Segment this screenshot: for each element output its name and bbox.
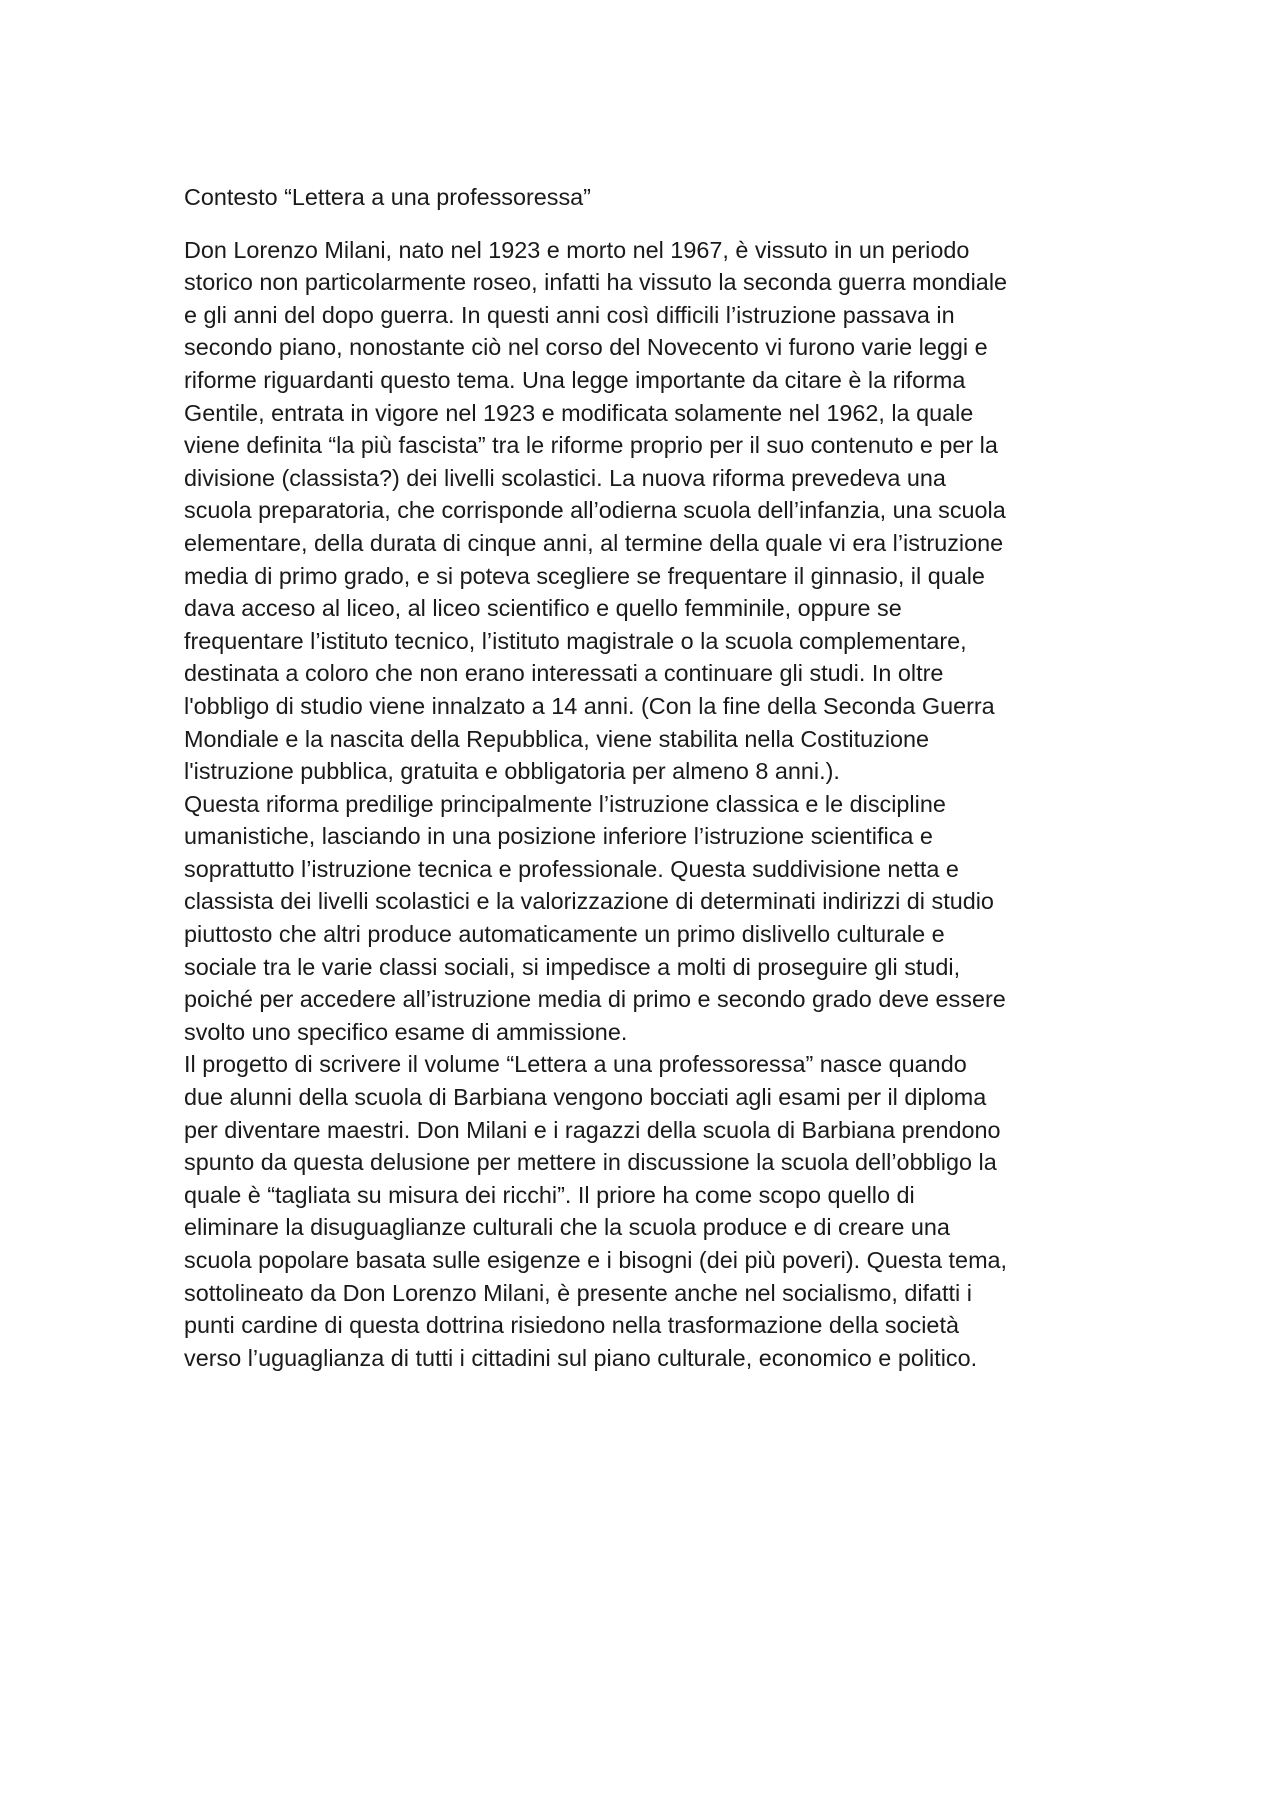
document-body — [184, 181, 1114, 1374]
text-line: soprattutto l’istruzione tecnica e professionale. Questa suddivisione netta e — [184, 855, 959, 882]
text-line: classista dei livelli scolastici e la valorizzazione di determinati indirizzi di studio — [184, 888, 994, 915]
text-line: e gli anni del dopo guerra. In questi anni così difficili l’istruzione passava in — [184, 301, 955, 328]
text-line: umanistiche, lasciando in una posizione inferiore l’istruzione scientifica e — [184, 823, 933, 850]
text-line: secondo piano, nonostante ciò nel corso del Novecento vi furono varie leggi e — [184, 334, 988, 361]
text-line: sottolineato da Don Lorenzo Milani, è presente anche nel socialismo, difatti i — [184, 1279, 972, 1306]
text-line: elementare, della durata di cinque anni, al termine della quale vi era l’istruzione — [184, 529, 1004, 556]
text-line: quale è “tagliata su misura dei ricchi”. Il priore ha come scopo quello di — [184, 1181, 915, 1208]
text-line: scuola preparatoria, che corrisponde all’odierna scuola dell’infanzia, una scuola — [184, 497, 1006, 524]
text-line: Questa riforma predilige principalmente l’istruzione classica e le discipline — [184, 790, 946, 817]
text-line: piuttosto che altri produce automaticamente un primo dislivello culturale e — [184, 921, 945, 948]
text-line: Il progetto di scrivere il volume “Lettera a una professoressa” nasce quando — [184, 1051, 967, 1078]
text-line: divisione (classista?) dei livelli scolastici. La nuova riforma prevedeva una — [184, 464, 946, 491]
text-line: eliminare la disuguaglianze culturali che la scuola produce e di creare una — [184, 1214, 950, 1241]
text-line: sociale tra le varie classi sociali, si impedisce a molti di proseguire gli studi, — [184, 953, 961, 980]
text-line: l'obbligo di studio viene innalzato a 14 anni. (Con la fine della Seconda Guerra — [184, 692, 995, 719]
paragraph-2 — [184, 788, 1114, 1049]
text-line: poiché per accedere all’istruzione media di primo e secondo grado deve essere — [184, 986, 1006, 1013]
text-line: scuola popolare basata sulle esigenze e i bisogni (dei più poveri). Questa tema, — [184, 1247, 1008, 1273]
text-line: Don Lorenzo Milani, nato nel 1923 e morto nel 1967, è vissuto in un periodo — [184, 236, 970, 263]
text-line: svolto uno specifico esame di ammissione. — [184, 1018, 628, 1045]
text-line: media di primo grado, e si poteva scegliere se frequentare il ginnasio, il quale — [184, 562, 985, 589]
paragraph-3 — [184, 1048, 1114, 1374]
text-line: l'istruzione pubblica, gratuita e obbligatoria per almeno 8 anni.). — [184, 758, 840, 785]
text-line: dava acceso al liceo, al liceo scientifico e quello femminile, oppure se — [184, 595, 902, 622]
text-line: per diventare maestri. Don Milani e i ragazzi della scuola di Barbiana prendono — [184, 1116, 1001, 1143]
text-line: frequentare l’istituto tecnico, l’istituto magistrale o la scuola complementare, — [184, 627, 967, 654]
text-line: riforme riguardanti questo tema. Una legge importante da citare è la riforma — [184, 366, 966, 393]
text-line: Mondiale e la nascita della Repubblica, viene stabilita nella Costituzione — [184, 725, 930, 752]
text-line: due alunni della scuola di Barbiana vengono bocciati agli esami per il diploma — [184, 1084, 987, 1111]
text-line: destinata a coloro che non erano interessati a continuare gli studi. In oltre — [184, 660, 944, 687]
text-line: punti cardine di questa dottrina risiedono nella trasformazione della società — [184, 1312, 959, 1339]
text-line: spunto da questa delusione per mettere in discussione la scuola dell’obbligo la — [184, 1149, 997, 1176]
text-line: viene definita “la più fascista” tra le riforme proprio per il suo contenuto e per la — [184, 432, 998, 459]
document-title: Contesto “Lettera a una professoressa” — [184, 184, 591, 210]
text-line: Gentile, entrata in vigore nel 1923 e modificata solamente nel 1962, la quale — [184, 399, 974, 426]
text-line: verso l’uguaglianza di tutti i cittadini sul piano culturale, economico e politico. — [184, 1344, 978, 1371]
paragraph-1 — [184, 234, 1114, 788]
text-line: storico non particolarmente roseo, infatti ha vissuto la seconda guerra mondiale — [184, 269, 1008, 296]
